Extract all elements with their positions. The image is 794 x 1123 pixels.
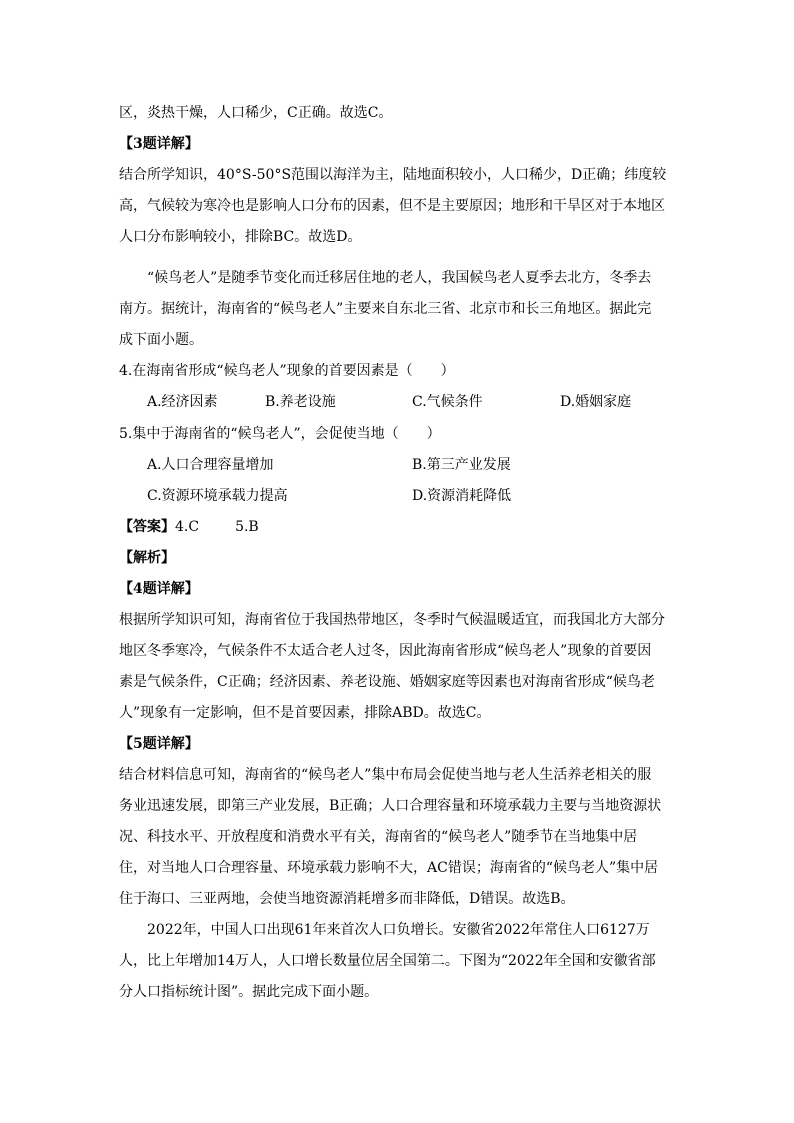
question-5-option-b: B.第三产业发展 xyxy=(412,457,511,473)
question-4-option-c: C.气候条件 xyxy=(412,394,483,410)
q5-detail-line: 住，对当地人口合理容量、环境承载力影响不大，AC错误；海南省的“候鸟老人”集中居 xyxy=(119,860,659,876)
question-5-option-a: A.人口合理容量增加 xyxy=(147,457,274,473)
answer-line xyxy=(119,517,259,537)
q4-detail-line: 地区冬季寒冷，气候条件不太适合老人过冬，因此海南省形成“候鸟老人”现象的首要因 xyxy=(119,643,652,659)
q5-detail-line: 住于海口、三亚两地，会使当地资源消耗增多而非降低，D错误。故选B。 xyxy=(119,891,575,907)
q3-detail-line: 结合所学知识，40°S-50°S范围以海洋为主，陆地面积较小，人口稀少，D正确；纬度较 xyxy=(119,167,667,183)
material-2-line: 分人口指标统计图”。据此完成下面小题。 xyxy=(119,984,379,1000)
material-1-line: “候鸟老人”是随季节变化而迁移居住地的老人，我国候鸟老人夏季去北方，冬季去 xyxy=(147,270,652,286)
question-5-stem: 5.集中于海南省的“候鸟老人”，会促使当地（ ） xyxy=(119,426,441,442)
question-5-option-d: D.资源消耗降低 xyxy=(412,488,512,504)
answer-5: 5.B xyxy=(235,519,259,535)
answer-label: 【答案】 xyxy=(119,519,175,535)
question-4-option-a: A.经济因素 xyxy=(147,394,218,410)
q3-detail-line: 高，气候较为寒冷也是影响人口分布的因素，但不是主要原因；地形和干旱区对于本地区 xyxy=(119,198,665,214)
answer-4: 4.C xyxy=(175,519,200,535)
q4-detail-line: 人”现象有一定影响，但不是首要因素，排除ABD。故选C。 xyxy=(119,705,491,721)
q5-detail-line: 务业迅速发展，即第三产业发展，B正确；人口合理容量和环境承载力主要与当地资源状 xyxy=(119,798,662,814)
question-5-option-c: C.资源环境承载力提高 xyxy=(147,488,288,504)
material-1-line: 成下面小题。 xyxy=(119,332,203,348)
q3-detail-heading: 【3题详解】 xyxy=(119,136,199,152)
question-4-option-b: B.养老设施 xyxy=(265,394,336,410)
q5-detail-heading: 【5题详解】 xyxy=(119,736,199,752)
continuation-text: 区，炎热干燥，人口稀少，C正确。故选C。 xyxy=(119,105,393,121)
analysis-heading: 【解析】 xyxy=(119,550,175,566)
q4-detail-line: 素是气候条件，C正确；经济因素、养老设施、婚姻家庭等因素也对海南省形成“候鸟老 xyxy=(119,674,655,690)
question-4-stem: 4.在海南省形成“候鸟老人”现象的首要因素是（ ） xyxy=(119,363,455,379)
question-4-option-d: D.婚姻家庭 xyxy=(560,394,632,410)
q5-detail-line: 结合材料信息可知，海南省的“候鸟老人”集中布局会促使当地与老人生活养老相关的服 xyxy=(119,767,652,783)
material-2-line: 2022年，中国人口出现61年来首次人口负增长。安徽省2022年常住人口6127万 xyxy=(147,922,650,938)
material-2-line: 人，比上年增加14万人，人口增长数量位居全国第二。下图为“2022年全国和安徽省部 xyxy=(119,953,656,969)
q5-detail-line: 况、科技水平、开放程度和消费水平有关，海南省的“候鸟老人”随季节在当地集中居 xyxy=(119,829,638,845)
q4-detail-line: 根据所学知识可知，海南省位于我国热带地区，冬季时气候温暖适宜，而我国北方大部分 xyxy=(119,612,665,628)
q3-detail-line: 人口分布影响较小，排除BC。故选D。 xyxy=(119,229,362,245)
q4-detail-heading: 【4题详解】 xyxy=(119,581,199,597)
material-1-line: 南方。据统计，海南省的“候鸟老人”主要来自东北三省、北京市和长三角地区。据此完 xyxy=(119,301,652,317)
